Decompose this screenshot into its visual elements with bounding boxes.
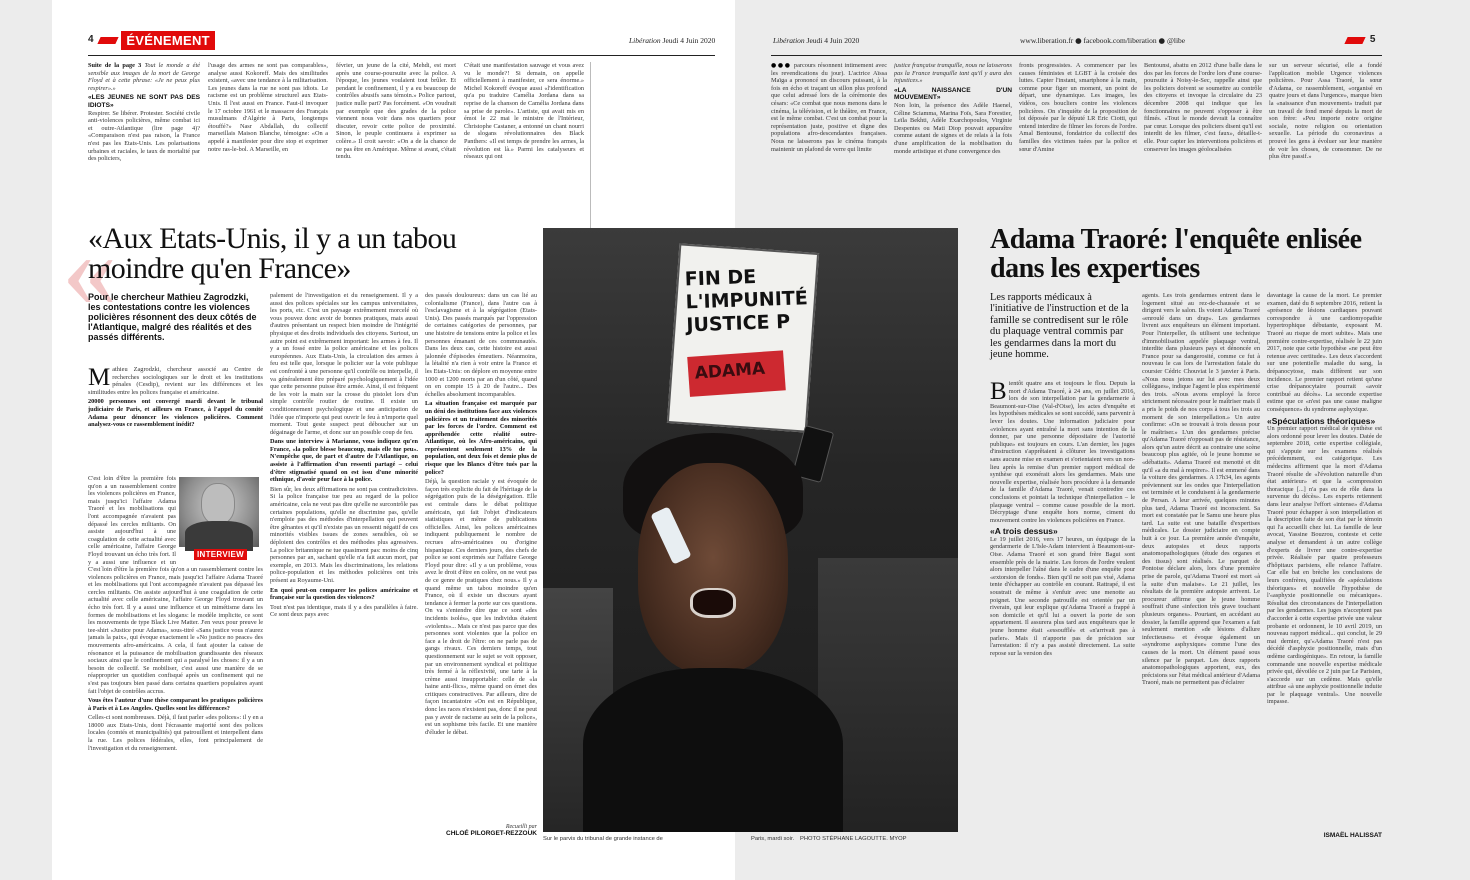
- answer-1: C'est loin d'être la première fois qu'on a un rassemblement contre les violences policières en France, mais jusqu'ici l'affaire Adama Traoré et les mobilisations qui l'ont accompagnée n'avaient pas dépassé les cercles militants. On assiste aujourd'hui à une coagulation de cette actualité avec celle américaine, l'affaire George Floyd trouvant un écho très fort. Il y a aussi une influence et un: [88, 475, 176, 566]
- red-arrow-icon: [98, 37, 119, 44]
- top-col1-subhead: «LES JEUNES NE SONT PAS DES IDIOTS»: [88, 94, 200, 109]
- right-top-col3-body: fronts progressistes. A commencer par les causes féministes et LGBT à la croisée des luttes. Capter l'instant, smartphone à la main, comme pour figer un moment, un point de départ, une dynamique. Les images, les vidéos, ces boucliers contre les violences policières. On s'inquiète de la proposition de loi déposée par le député LR Eric Ciotti, qui entend interdire de filmer les forces de l'ordre. Amal Bentounsi, fondatrice du collectif des familles des victimes tuées par la police et sœur d'Amine: [1019, 62, 1137, 153]
- sign-text: FIN DE L'IMPUNITÉ JUSTICE P: [684, 265, 809, 337]
- protester-mouth: [690, 588, 736, 618]
- top-rule-left: [88, 55, 715, 56]
- right-top-col2-subhead: «LA NAISSANCE D'UN MOUVEMENT»: [894, 86, 1012, 102]
- interview-chapo: Pour le chercheur Mathieu Zagrodzki, les contestations contre les violences policières résonnent des deux côtés de l'Atlantique, malgré des réalités et des passés différents.: [88, 292, 257, 342]
- left-folio: [88, 31, 215, 53]
- twitter-link[interactable]: @libe: [1166, 36, 1186, 45]
- masthead-left: Libération: [629, 36, 661, 45]
- photo-credit: PHOTO STÉPHANE LAGOUTTE. MYOP: [800, 836, 907, 842]
- article-signature: ISMAËL HALISSAT: [1323, 832, 1382, 839]
- right-top-col2-body: justice française tranquille, nous ne laisserons pas la France tranquille tant qu'il y aura des injustices.»: [894, 62, 1012, 85]
- question-1: 20000 personnes ont convergé mardi devant le tribunal judiciaire de Paris, et ailleurs en France, à l'appel du comité Adama pour dénoncer les violences policières. Comment analysez-vous ce rassemblement inédit?: [88, 398, 263, 429]
- right-top-col4-body: Bentounsi, abattu en 2012 d'une balle dans le dos par les forces de l'ordre lors d'une course-poursuite à Noisy-le-Sec, rappelle ainsi que les policiers doivent se soumettre au contrôle des citoyens et invoque la circulaire du 23 décembre 2008 qui indique que les fonctionnaires ne peuvent s'opposer à être filmés. «Tout le monde devrait la connaître par cœur. Lorsque des policiers disent qu'il est interdit de les filmer, c'est faux», détaille-t-elle. Pour capter les interventions policières et conserver les images géolocalisées: [1144, 62, 1262, 153]
- interview-headline: «Aux Etats-Unis, il y a un tabou moindre qu'en France»: [88, 222, 457, 285]
- column-divider: [590, 62, 591, 230]
- interview-col-3: [425, 292, 537, 822]
- answer-3: Bien sûr, les deux affirmations ne sont pas contradictoires. Si la police française tue peu au regard de la police américaine, cela ne veut pas dire qu'elle ne surcontrôle pas certaines populations, qu'elle ne discrimine pas, qu'elle n'emploie pas des méthodes d'interpellation qui peuvent être gênantes et qu'il n'existe pas un ressenti négatif de ces minorités visibles issues de zones sensibles, où se déploient des contrôles et des méthodes plus agressives. La police britannique ne tue quasiment pas: moins de cinq personnes par an, sachant qu'elle n'a fait aucun mort, par exemple, en 2013. Mais les discriminations, les relations police-population et les méthodes policières ont très présent au Royaume-Uni.: [270, 485, 418, 584]
- date-left: Jeudi 4 Juin 2020: [662, 36, 716, 45]
- question-2: Vous êtes l'auteur d'une thèse comparant les pratiques policières à Paris et à Los Angeles. Quelles sont les différences?: [88, 697, 263, 712]
- answer-2: Celles-ci sont nombreuses. Déjà, il faut parler «des polices»: il y en a 18000 aux Etats-Unis, dont l'écrasante majorité sont des polices locales (comtés et municipalités) qui patrouillent et interpellent dans la rue. Les polices fédérales, elles, font principalement de l'investigation et du renseignement.: [88, 714, 263, 752]
- interview-col-1c: [88, 566, 263, 834]
- dropcap-b: B: [990, 380, 1007, 405]
- top-col1-body: Respirer. Se libérer. Protester. Société civile anti-violences policières, même combat ici et outre-Atlantique (lire page 4)? «Comparaison n'est pas raison, la France n'est pas les Etats-Unis. Les polarisations urbaines et raciales, le taux de mortalité par des policiers,: [88, 109, 200, 163]
- interview-col-1a: [88, 366, 263, 476]
- left-top-col-2: [208, 62, 328, 232]
- answer-4: Tout n'est pas identique, mais il y a des parallèles à faire. Ce sont deux pays avec: [270, 603, 418, 619]
- right-top-col5-body: sur un serveur sécurisé, elle a fondé l'application mobile Urgence violences policières. Pour Assa Traoré, la sœur d'Adama, ce rassemblement, «organisé en quatre jours et dans l'urgence», marque bien la «naissance d'un mouvement» traduit par un travail de fond mené depuis la mort de son frère: «Peu importe notre origine sociale, notre religion ou orientation sexuelle. La période du coronavirus a prouvé les gens à évoluer sur leur manière de voir les choses, de consommer. De ne plus être passif.»: [1269, 62, 1382, 161]
- section-badge: ÉVÉNEMENT: [121, 31, 215, 50]
- interview-signature: CHLOÉ PILORGET-REZZOUK: [446, 830, 537, 837]
- right-page: [735, 0, 1418, 880]
- article-col3-body: davantage la cause de la mort. Le premier examen, daté du 8 septembre 2016, retient la «présence de lésions cardiaques pouvant correspondre à une cardiomyopathie hypertrophique débutante, exposant M. Traoré au risque de mort subite». Mais une première contre-expertise, réalisée le 22 juin 2017, note que cette hypothèse «ne peut être retenue avec certitude». Les deux s'accordent sur une potentielle maladie du sang, la drépanocytose, mais diffèrent sur son incidence. Le premier rapport retient qu'une crise drépanocytaire pourrait «avoir contribué au décès». La seconde expertise estime que ce «n'est pas une cause maligne conséquence» du syndrome asphyxique.: [1267, 292, 1382, 413]
- continued-label: Suite de la page 3: [88, 62, 142, 69]
- interview-intro: athieu Zagrodzki, chercheur associé au Centre de recherches sociologiques sur le droit et les institutions pénales (Cesdip), revient sur les différences et les similitudes entre les polices française et américaine.: [88, 366, 263, 396]
- photo-credit-place: Paris, mardi soir.: [751, 836, 795, 842]
- left-top-col-4: [464, 62, 584, 232]
- dropcap-m: M: [88, 366, 111, 391]
- website-link[interactable]: www.liberation.fr: [1020, 36, 1074, 45]
- article-subhead-1: «A trois dessus»: [990, 526, 1058, 537]
- answer-5: Déjà, la question raciale y est évoquée de façon très explicite du fait de l'héritage de la ségrégation puis de la déségrégation. Elle est centrale dans le débat politique américain, qui fait l'objet d'indicateurs statistiques et même de publications officielles. Ainsi, les polices américaines indiquent publiquement le nombre de recrues afro-américaines ou d'origine hispanique. Ces derniers jours, des chefs de police se sont exprimés sur l'affaire George Floyd pour dire: «Il y a un problème, vous avez le droit d'être en colère, on ne veut pas de ce genre de pratiques chez nous.» Il y a quand même un tabou moindre qu'en France, où il existe un discours ayant tendance à fermer la porte sur ces questions. On va s'entendre dire que ce sont «des incidents isolés», que les individus étaient «violents»... Mais ce n'est pas parce que des personnes sont violentes que la police en face a le droit de l'être: on ne parle pas de gangs rivaux. Ces derniers temps, tout questionnement sur le sujet se voit opposer, par un environnement syndical et politique très fermé à la réflexivité, une tarte à la crème aussi insupportable: celle de «la haine anti-flics», même quand on émet des critiques constructives. Par ailleurs, dire de façon incantatoire «On est en République, donc les races n'existent pas, donc il ne peut pas y avoir de racisme au sein de la police», est un sophisme très facile. Et une manière d'éluder le débat.: [425, 478, 537, 736]
- question-5: La situation française est marquée par un déni des institutions face aux violences policières et un traitement des minorités par les forces de l'ordre. Comment est appréhendée cette réalité outre-Atlantique, où les Afro-américains, qui représentent seulement 13% de la population, ont deux fois et demie plus de risque que les Blancs d'être tués par la police?: [425, 400, 537, 476]
- article-intro: ientôt quatre ans et toujours le flou. Depuis la mort d'Adama Traoré, à 24 ans, en juillet 2016, lors de son interpellation par la gendarmerie à Beaumont-sur-Oise (Val-d'Oise), les actes d'enquête et les hypothèses médicales se sont succédé, sans parvenir à lever les doutes. Une information judiciaire pour «violences ayant entraîné la mort sans intention de la donner, par une personne dépositaire de l'autorité publique» est toujours en cours. L'an dernier, les juges d'instruction s'apprêtaient à clôturer les investigations sans aucune mise en examen et s'orientaient vers un non-lieu après la remise d'un premier rapport médical de synthèse qui exonérait alors les gendarmes. Mais une nouvelle expertise, réalisée hors procédure à la demande de la famille d'Adama Traoré, venait contredire ces conclusions et pointait la technique d'interpellation – le plaquage ventral – comme cause possible de la mort. Décryptage d'une enquête hors norme, ciment du mouvement contre les violences policières en France.: [990, 380, 1135, 524]
- article-body-2: Un premier rapport médical de synthèse est alors ordonné pour lever les doutes. Datée de septembre 2018, cette expertise collégiale, qui s'appuie sur les examens réalisés précédemment, est catégorique. Les médecins affirment que la mort d'Adama Traoré résulte de «l'évolution naturelle d'un état antérieur» et que la «compression thoracique [...] n'a pas eu de rôle dans la survenue du décès». Les experts retiennent dans leur analyse l'effort «intense» d'Adama Traoré pour échapper à son interpellation et la description faite de son état par le témoin qui l'a accueilli chez lui. La famille de leur avocat, Yassine Bouzrou, conteste et cette analyse et demandent à un autre collège d'experts de livrer une contre-expertise privée. Réalisée par quatre professeurs d'hôpitaux parisiens, elle relance l'affaire. Car elle bat en brèche les conclusions de leurs confrères, qualifiées de «spéculations théoriques» et nouvelle l'hypothèse de l'«asphyxie positionnelle ou mécanique». Résultat des circonstances de l'interpellation par les gendarmes. Les juges n'acceptent pas d'accorder à cette expertise privée une valeur probante et ordonnent, le 10 avril 2019, un nouveau rapport médical... qui conclut, le 29 mai dernier, qu'«Adama Traoré n'est pas décédé d'asphyxie positionnelle, mais d'un œdème cardiogénique». En retour, la famille commande une nouvelle expertise médicale privée qui, dévoilée ce 2 juin par Le Parisien, s'accorde sur un cedème. Mais qu'elle attribue «à une asphyxie positionnelle induite par le plaquage ventral». Une nouvelle impasse.: [1267, 425, 1382, 706]
- photo-caption-left: Sur le parvis du tribunal de grande instance de: [543, 836, 663, 842]
- right-page-bg: [735, 0, 1418, 880]
- article-chapo: Les rapports médicaux à l'initiative de l'instruction et de la famille se contredisent sur le rôle du plaquage ventral commis par les gendarmes dans la mort du jeune homme.: [990, 292, 1129, 361]
- facebook-link[interactable]: facebook.com/liberation: [1083, 36, 1157, 45]
- interview-badge: INTERVIEW: [194, 549, 247, 560]
- recueilli-label: Recueilli par: [505, 824, 537, 830]
- left-top-col-3: [336, 62, 456, 232]
- question-4: En quoi peut-on comparer les polices américaine et française sur la question des violences?: [270, 586, 418, 602]
- right-top-col1-body: parcours résonnent intimement avec les revendications du jour). L'actrice Aïssa Maïga a prononcé un discours puissant, à la fois en écho et traçant un sillon plus profond que celui adressé lors de la cérémonie des césars: «Ce combat que nous menons dans le cinéma, la télévision, et le théâtre, en France, est le même combat. C'est un combat pour la représentation juste, positive et digne des populations afro-descendantes françaises. Nous ne laisserons pas le cinéma français maintenir un plafond de verre qui limite: [771, 62, 887, 153]
- twitter-icon: ●: [1158, 36, 1166, 45]
- interview-col-2: [270, 292, 418, 834]
- portrait-photo: [179, 477, 259, 547]
- byline-block: [425, 824, 537, 837]
- right-top-col2-body2: Non loin, la présence des Adèle Haenel, Céline Sciamma, Marina Foïs, Sara Forestier, Leïla Bekhti, Adèle Exarchopoulos, Virginie Despentes ou Mati Diop pouvait apparaître comme autant de signes et de relais à la fois d'une amplification de la mobilisation du monde artistique et d'une convergence des: [894, 101, 1012, 155]
- interview-col-1b: [88, 475, 176, 567]
- portrait-suit: [185, 521, 253, 551]
- answer-1-cont: C'est loin d'être la première fois qu'on a un rassemblement contre les violences policières en France, mais jusqu'ici l'affaire Adama Traoré et les mobilisations qui l'ont accompagnée n'avaient pas dépassé les cercles militants. On assiste aujourd'hui à une coagulation de cette actualité avec celle américaine, l'affaire George Floyd trouvant un écho très fort. Il y a aussi une influence et un mimétisme dans les formes de mobilisations et les slogans: le modèle implicite, ce sont les mouvements de type Black Live Matter. J'en veux pour preuve le tee-shirt «Justice pour Adama», sous-titré «Sans justice vous n'aurez jamais la paix», qui évoque exactement le «No justice no peace» des mouvements afro-américains. A cela, il faut ajouter la caisse de résonance et la puissance de mobilisation grandissante des réseaux sociaux ainsi que le confinement qui a paralysé les choses: il y a un besoin de collectif. Se mobiliser, c'est aussi une manière de se réapproprier un quotidien confisqué après un confinement qui ne s'est pas toujours bien passé dans certains quartiers populaires ayant fait l'objet de contrôles accrus.: [88, 566, 263, 695]
- masthead-right: Libération: [773, 36, 805, 45]
- question-3: Dans une interview à Marianne, vous indiquez qu'en France, «la police blesse beaucoup, mais elle tue peu». N'empêche que, de part et d'autre de l'Atlantique, on assiste à l'affirmation d'un ressenti partagé – celui d'être stigmatisé quand on est issu d'une minorité ethnique, d'avoir peur face à la police.: [270, 438, 418, 484]
- interview-col2-body: palement de l'investigation et du renseignement. Il y a aussi des polices spéciales sur les campus universitaires, les ports, etc. C'est un paysage extrêmement morcelé où vous pouvez donc avoir de bonnes pratiques, mais aussi d'autres présentant un respect bien moindre de l'intégrité physique et des droits individuels des citoyens. Surtout, un autre point est extrêmement important: les armes à feu. Il y a un fossé entre la police américaine et les polices européennes. Aux Etats-Unis, la circulation des armes à feu est telle que, lorsque le policier sur la voie publique est confronté à une personne qu'il contrôle ou interpelle, il va généralement être préparé psychologiquement à l'idée que cette personne puisse être armée. Ainsi, il est fréquent de les voir la main sur la crosse du pistolet lors d'un simple contrôle routier de routine. Il existe un conditionnement psychologique et une anticipation de l'idée que n'importe qui peut ouvrir le feu à n'importe quel moment. Tout geste suspect peut déboucher sur un dégainage de l'arme, et donc sur un possible coup de feu.: [270, 292, 418, 436]
- top-col2-body: l'usage des armes ne sont pas comparables», analyse aussi Kokoreff. Mais des similitudes existent, «avec une tendance à la militarisation. Les jeunes dans la rue ne sont pas idiots. Le racisme est un problème structurel aux Etats-Unis. Il l'est aussi en France. Faut-il invoquer le 17 octobre 1961 et le massacre des Français musulmans d'Algérie à Paris, longtemps étouffé?» Nasr Abdallah, du collectif marseillais Maison Blanche, témoigne: «On a appelé à manifester pour dire stop et exprimer notre ras-le-bol. A Marseille, en: [208, 62, 328, 153]
- left-top-col-1: [88, 62, 200, 232]
- page-number-left: 4: [88, 34, 94, 46]
- interview-col3-body: des passés douloureux: dans un cas lié au colonialisme (France), dans l'autre cas à l'esclavagisme et à la ségrégation (Etats-Unis). Des passés marqués par l'oppression de certaines catégories de personnes, par une histoire de tensions entre la police et les personnes émanant de ces communautés. Dans les deux cas, cette histoire est aussi jalonnée d'épisodes émeutiers. Néanmoins, la létalité n'a rien à voir entre la France et les Etats-Unis: on déplore en moyenne entre 1000 et 1200 morts par an d'un côté, quand on en compte 15 à 20 de l'autre... Des échelles absolument incomparables.: [425, 292, 537, 398]
- article-headline: Adama Traoré: l'enquête enlisée dans les expertises: [990, 224, 1362, 284]
- top-col3-body: février, un jeune de la cité, Mehdi, est mort après une course-poursuite avec la police. A l'époque, les jeunes voulaient tout brûler. Et pendant le confinement, il y a eu beaucoup de contrôles abusifs sans témoin.» Police partout, justice nulle part? Pas forcément. «On voudrait par exemple que des grades de la police viennent nous voir dans nos quartiers pour discuter, revoir cette police de proximité. Sinon, le peuple continuera à exprimer sa colère.» Il croit savoir: «On a de la chance de ne pas être en Amérique. Même si avant, c'était tendu.: [336, 62, 456, 161]
- sign-text-adama: ADAMA: [694, 358, 766, 384]
- article-subhead-2: «Spéculations théoriques»: [1267, 415, 1376, 426]
- quote-mark-decoration: «: [62, 208, 117, 330]
- continuation-ornament: ●●●: [771, 62, 792, 69]
- portrait-head: [201, 483, 235, 525]
- date-right: Jeudi 4 Juin 2020: [806, 36, 860, 45]
- article-col2-body: agents. Les trois gendarmes entrent dans le logement situé au rez-de-chaussée et se dirigent vers le salon. Ils voient Adama Traoré «enroulé dans un drap». Les gendarmes livrent aux enquêteurs un élément important. Pour l'interpeller, ils utilisent une technique d'immobilisation appelée plaquage ventral, interdite dans plusieurs pays et dénoncée en France pour sa dangerosité, comme ce fut à nouveau le cas lors de l'arrestation fatale du coursier Cédric Chouviat le 3 janvier à Paris. «Nous nous jetons sur lui avec mes deux collègues», indique l'agent le plus expérimenté des trois. «Nous avons employé la force strictement nécessaire pour le maîtriser mais il a pris le poids de nos corps à tous les trois au moment de son interpellation.» Un autre confirme: «On se trouvait à trois dessus pour le maîtriser.» L'un des gendarmes précise qu'Adama Traoré n'opposait pas de résistance, alors qu'un autre décrit au contraire une scène beaucoup plus agitée, où le jeune homme se «débattait». Adama Traoré est menotté et dit qu'il «a du mal à respirer». Il est emmené dans la voiture des gendarmes. A 17h34, les agents préviennent sur les ondes que l'interpellation est terminée et le conduisent à la gendarmerie de Persan. A leur arrivée, quelques minutes plus tard, Adama Traoré est inconscient. Sa mort est constatée par le Samu une heure plus tard. La suite est une bataille d'expertises médicales. Le dossier judiciaire en compte huit à ce jour. La première année d'enquête, deux autopsies et deux rapports anatomopathologiques (étude des organes et des tissus) sont réalisés. Le parquet de Pontoise déclare alors, lors d'une première prise de parole, qu'Adama Traoré est mort «à la suite d'un malaise». Le 21 juillet, les résultats de la première autopsie arrivent. Le procureur affirme que le jeune homme souffrait d'une «infection très grave touchant plusieurs organes». Pourtant, en accédant au dossier, la famille apprend que l'examen a fait seulement mention «de lésions d'allure infectieuses» et évoque également un «syndrome asphyxique» comme l'une des causes de la mort. Un élément passé sous silence par le parquet. Les deux rapports anatomopathologiques apportent, eux, des précisions sur l'état médical antérieur d'Adama Traoré, mais ne permettent pas d'éclairer: [1142, 292, 1260, 687]
- article-body-1: Le 19 juillet 2016, vers 17 heures, un équipage de la gendarmerie de L'Isle-Adam intervient à Beaumont-sur-Oise. Adama Traoré et son grand frère Bagui sont ensemble près de la mairie. Les forces de l'ordre veulent alors interpeller l'aîné dans le cadre d'une enquête pour «extorsion de fonds». Bien qu'il ne soit pas visé, Adama tente d'échapper au contrôle en courant. Rattrapé, il est soustrait de même à s'enfuir avec une menotte au poignet. Une seconde patrouille est orientée par un riverain, qui leur explique qu'Adama Traoré a frappé à son domicile et qu'il lui a ouvert la porte de son appartement. Il assurera plus tard aux enquêteurs que le jeune homme était «essoufflé» et «n'arrivait pas à parler». Mais il n'apporte pas de précision sur l'arrestation: il n'y a pas assisté directement. La suite repose sur la version des: [990, 535, 1135, 657]
- page-number-right: 5: [1369, 34, 1376, 45]
- top-col1-intro: Tout le monde a été sensible aux images de la mort de George Floyd et à cette phrase: «Je ne peux plus respirer».»: [88, 62, 200, 92]
- facebook-icon: ●: [1075, 36, 1082, 45]
- top-col4-body: C'était une manifestation sauvage et vous avez vu le monde?! Si demain, on appelle officiellement à manifester, ce sera énorme.» Michel Kokoreff évoque aussi «l'identification qu'a pu traduire Camélia Jordana dans sa reprise de la chanson de Camélia Jordana dans sa prise de parole». L'artiste, qui avait mis en émoi le 22 mai le ministre de l'Intérieur, Christophe Castaner, a entonné un chant nourri de slogans révolutionnaires des Black Panthers: «Il est temps de prendre les armes, la révolution est là.» Parmi les catalyseurs et réseaux qui ont: [464, 62, 584, 161]
